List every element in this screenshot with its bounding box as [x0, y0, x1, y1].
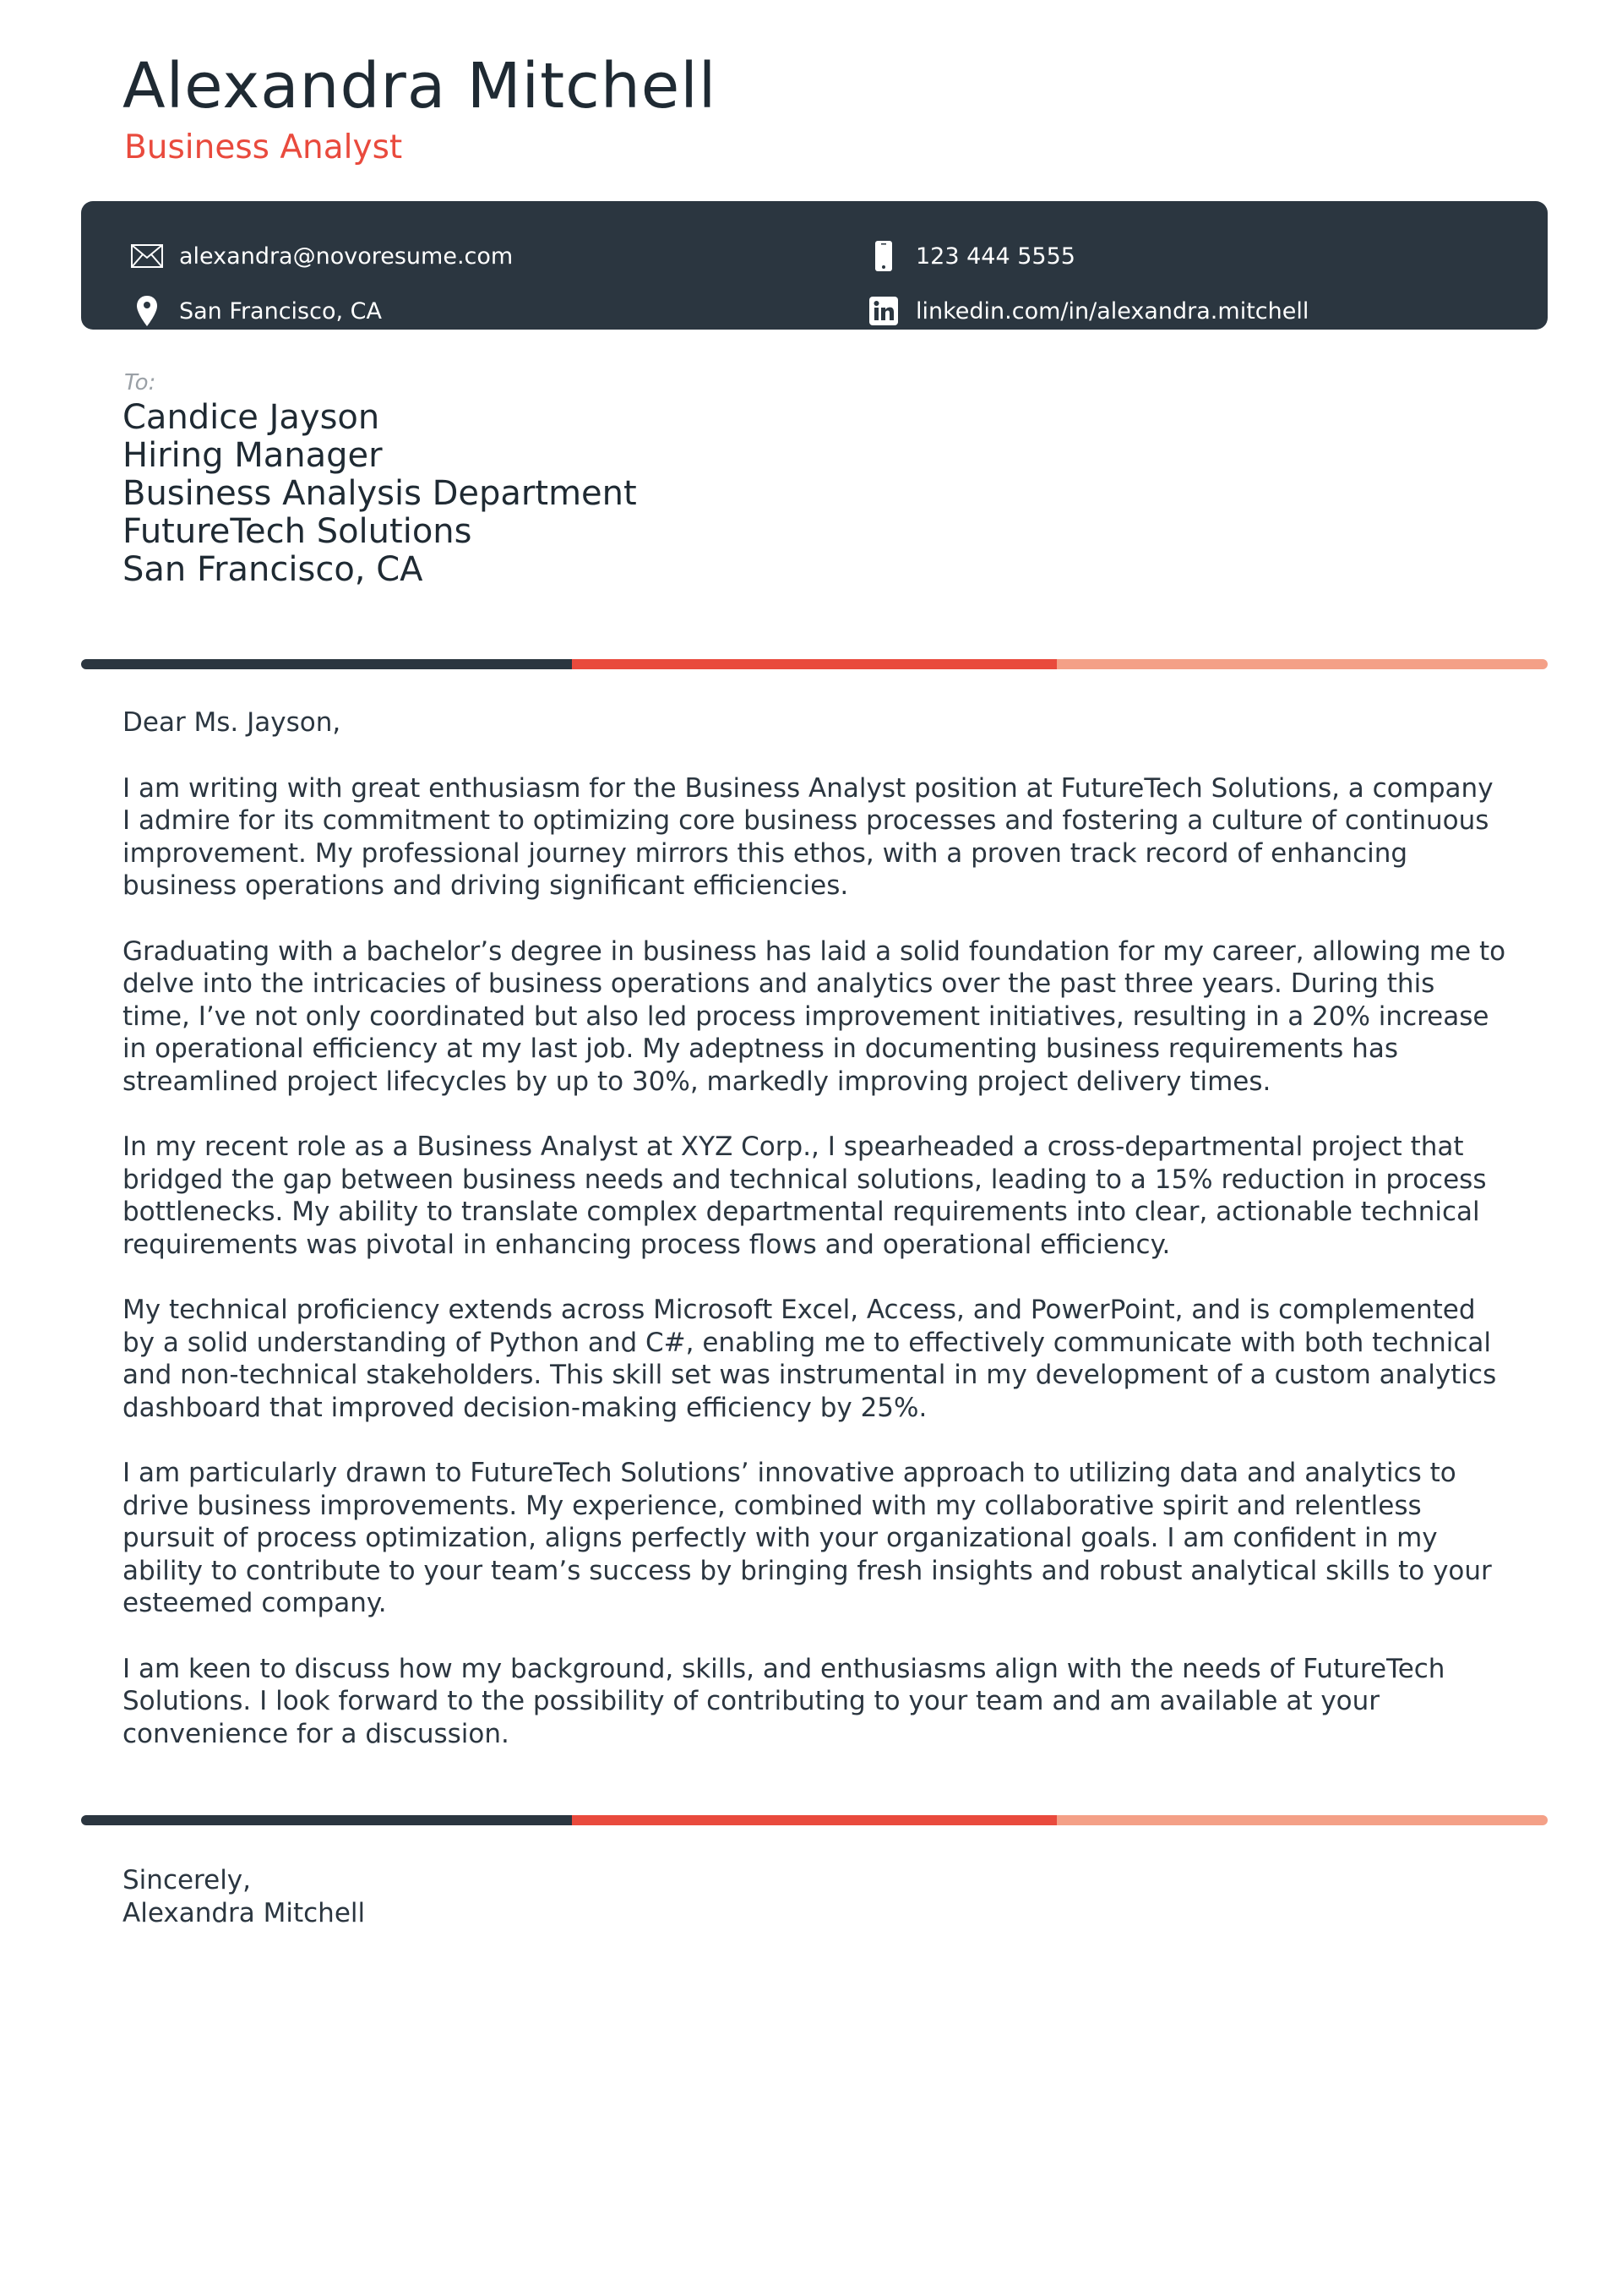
letter-body — [122, 706, 1508, 1783]
letter-paragraph: I am keen to discuss how my background, skills, and enthusiasms align with the needs of FutureTech Solutions. I look forward to the possibility of contributing to your team and am available at your convenience for a discussion. — [122, 1653, 1445, 1749]
contact-linkedin-text: linkedin.com/in/alexandra.mitchell — [916, 297, 1309, 324]
recipient-to-label: To: — [124, 370, 156, 395]
letter-signoff — [122, 1864, 365, 1929]
recipient-name: Candice Jayson — [122, 398, 380, 437]
letter-greeting: Dear Ms. Jayson, — [122, 707, 341, 738]
recipient-department: Business Analysis Department — [122, 474, 637, 513]
applicant-job-title: Business Analyst — [124, 128, 403, 166]
contact-phone-text: 123 444 5555 — [916, 243, 1075, 270]
closing-salutation: Sincerely, — [122, 1865, 252, 1895]
phone-icon — [867, 239, 901, 273]
letter-paragraph: I am particularly drawn to FutureTech Solutions’ innovative approach to utilizing data and analytics to drive business improvements. My experience, combined with my collaborative spirit and relentless pursuit of process optimization, aligns perfectly with your organizational goals. I am confident in my ability to contribute to your team’s success by bringing fresh insights and robust analytical skills to your esteemed company. — [122, 1458, 1492, 1618]
contact-bar — [81, 201, 1548, 330]
recipient-role: Hiring Manager — [122, 436, 383, 475]
recipient-block — [122, 399, 637, 589]
letter-paragraph: Graduating with a bachelor’s degree in business has laid a solid foundation for my career, allowing me to delve into the intricacies of business operations and analytics over the past three years. During this time, I’ve not only coordinated but also led process improvement initiatives, resulting in a 20% increase in operational efficiency at my last job. My adeptness in documenting business requirements has streamlined project lifecycles by up to 30%, markedly improving project delivery times. — [122, 935, 1506, 1097]
applicant-name: Alexandra Mitchell — [122, 50, 717, 123]
contact-email-text: alexandra@novoresume.com — [179, 243, 514, 270]
linkedin-icon — [867, 294, 901, 328]
map-pin-icon — [130, 294, 164, 328]
closing-signature: Alexandra Mitchell — [122, 1897, 366, 1928]
contact-location-text: San Francisco, CA — [179, 297, 382, 324]
contact-location — [130, 294, 382, 328]
contact-email[interactable] — [130, 239, 513, 273]
letter-paragraph: I am writing with great enthusiasm for the Business Analyst position at FutureTech Solutions, a company I admire for its commitment to optimizing core business processes and fostering a culture of continuous improvement. My professional journey mirrors this ethos, with a proven track record of enhancing business operations and driving significant efficiencies. — [122, 772, 1494, 901]
letter-paragraph: My technical proficiency extends across Microsoft Excel, Access, and PowerPoint, and is complemented by a solid understanding of Python and C#, enabling me to effectively communicate with both technical and non-technical stakeholders. This skill set was instrumental in my development of a custom analytics dashboard that improved decision-making efficiency by 25%. — [122, 1295, 1497, 1423]
letter-paragraph: In my recent role as a Business Analyst at XYZ Corp., I spearheaded a cross-departmental project that bridged the gap between business needs and technical solutions, leading to a 15% reduction in process bottlenecks. My ability to translate complex departmental requirements into clear, actionable technical requirements was pivotal in enhancing process flows and operational efficiency. — [122, 1132, 1487, 1260]
recipient-company: FutureTech Solutions — [122, 512, 472, 551]
contact-linkedin[interactable] — [867, 294, 1309, 328]
section-divider-bottom — [81, 1815, 1548, 1825]
envelope-icon — [130, 239, 164, 273]
section-divider-top — [81, 659, 1548, 669]
contact-phone[interactable] — [867, 239, 1075, 273]
recipient-location: San Francisco, CA — [122, 550, 423, 589]
